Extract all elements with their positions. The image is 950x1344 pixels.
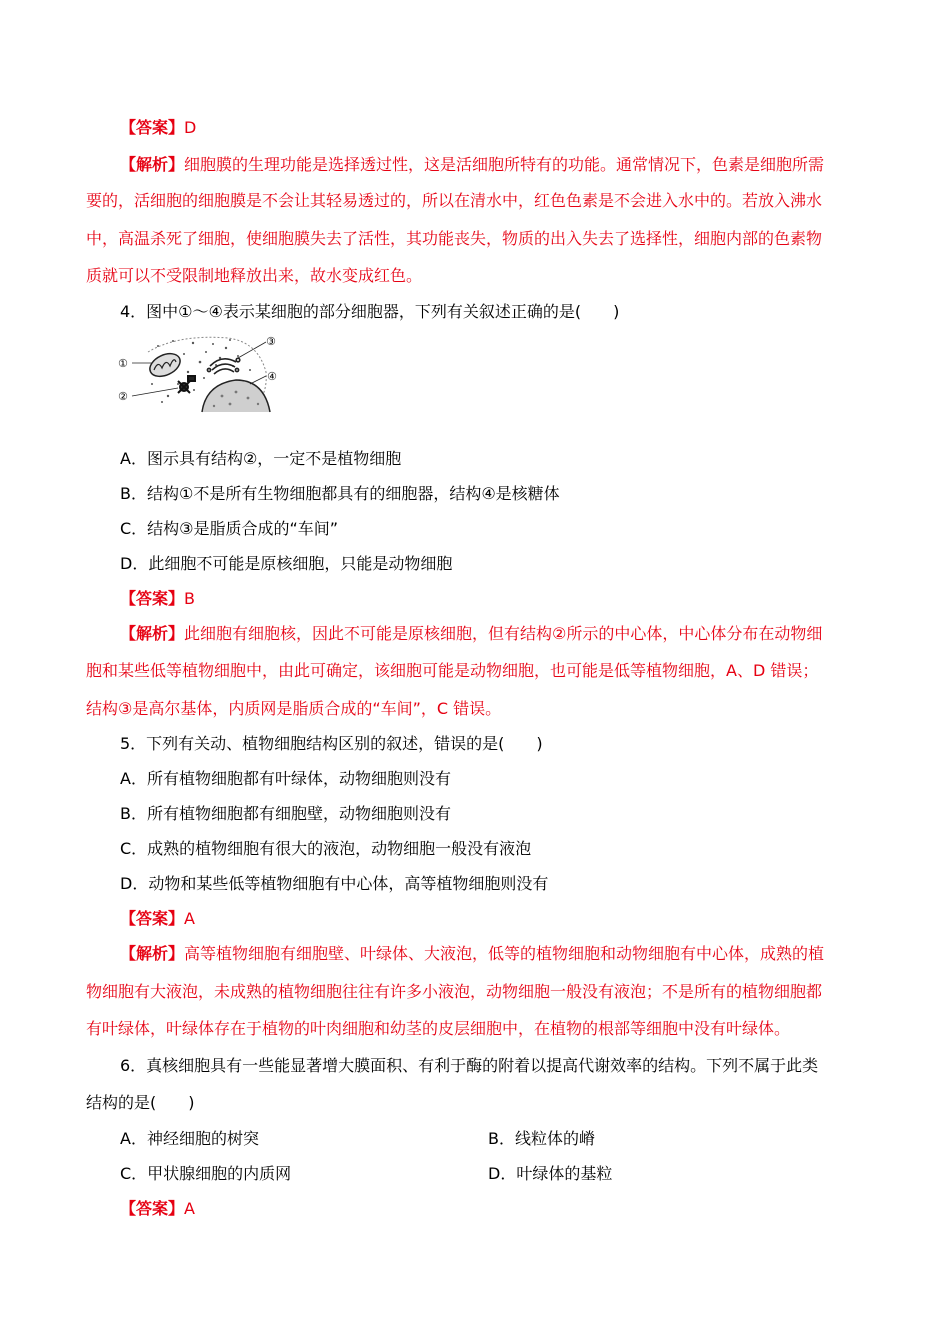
answer-label: 【答案】 bbox=[120, 118, 185, 137]
analysis-label: 【解析】 bbox=[120, 944, 185, 963]
q4-option-b: B．结构①不是所有生物细胞都具有的细胞器，结构④是核糖体 bbox=[120, 484, 560, 503]
analysis-label: 【解析】 bbox=[120, 624, 185, 643]
figure-label-3: ③ bbox=[266, 335, 276, 348]
q4-analysis-line: 【解析】此细胞有细胞核，因此不可能是原核细胞，但有结构②所示的中心体，中心体分布在动物细 bbox=[120, 624, 823, 643]
q3-analysis-line: 要的，活细胞的细胞膜是不会让其轻易透过的，所以在清水中，红色色素是不会进入水中的。若放入沸水 bbox=[86, 191, 823, 210]
q6-answer bbox=[120, 1198, 900, 1220]
q5-answer bbox=[120, 908, 900, 930]
q4-stem: 4．图中①～④表示某细胞的部分细胞器，下列有关叙述正确的是( ) bbox=[120, 302, 620, 321]
figure-label-2: ② bbox=[118, 390, 128, 403]
q5-option-c: C．成熟的植物细胞有很大的液泡，动物细胞一般没有液泡 bbox=[120, 839, 532, 858]
answer-value: B bbox=[184, 589, 195, 608]
q5-stem: 5．下列有关动、植物细胞结构区别的叙述，错误的是( ) bbox=[120, 734, 543, 753]
q5-analysis-line: 【解析】高等植物细胞有细胞壁、叶绿体、大液泡，低等的植物细胞和动物细胞有中心体，成熟的植 bbox=[120, 944, 825, 963]
q3-analysis-line: 质就可以不受限制地释放出来，故水变成红色。 bbox=[86, 266, 423, 285]
q3-analysis-line: 中，高温杀死了细胞，使细胞膜失去了活性，其功能丧失，物质的出入失去了选择性，细胞内部的色素物 bbox=[86, 229, 823, 248]
analysis-label: 【解析】 bbox=[120, 155, 185, 174]
q6-stem: 结构的是( ) bbox=[86, 1093, 195, 1112]
answer-label: 【答案】 bbox=[120, 589, 185, 608]
q4-option-d: D．此细胞不可能是原核细胞，只能是动物细胞 bbox=[120, 554, 453, 573]
q6-option-d: D．叶绿体的基粒 bbox=[488, 1164, 613, 1183]
q5-analysis-line: 物细胞有大液泡，未成熟的植物细胞往往有许多小液泡，动物细胞一般没有液泡；不是所有的植物细胞都 bbox=[86, 982, 823, 1001]
q6-option-c: C．甲状腺细胞的内质网 bbox=[120, 1164, 292, 1183]
q5-analysis-line: 有叶绿体，叶绿体存在于植物的叶肉细胞和幼茎的皮层细胞中，在植物的根部等细胞中没有叶绿体。 bbox=[86, 1019, 791, 1038]
q5-option-b: B．所有植物细胞都有细胞壁，动物细胞则没有 bbox=[120, 804, 451, 823]
answer-value: A bbox=[184, 1199, 195, 1218]
answer-value: A bbox=[184, 909, 195, 928]
q6-stem: 6．真核细胞具有一些能显著增大膜面积、有利于酶的附着以提高代谢效率的结构。下列不属于此类 bbox=[120, 1056, 819, 1075]
q4-analysis-line: 胞和某些低等植物细胞中，由此可确定，该细胞可能是动物细胞，也可能是低等植物细胞，A、D 错误； bbox=[86, 661, 819, 680]
q4-answer bbox=[120, 588, 900, 610]
answer-label: 【答案】 bbox=[120, 909, 185, 928]
q3-answer bbox=[120, 117, 900, 139]
q4-option-a: A．图示具有结构②，一定不是植物细胞 bbox=[120, 449, 402, 468]
q4-option-c: C．结构③是脂质合成的“车间” bbox=[120, 519, 339, 538]
cell-diagram-image bbox=[118, 332, 288, 414]
figure-label-4: ④ bbox=[267, 370, 277, 383]
q4-analysis-line: 结构③是高尔基体，内质网是脂质合成的“车间”，C 错误。 bbox=[86, 699, 502, 718]
q3-analysis-line: 【解析】细胞膜的生理功能是选择透过性，这是活细胞所特有的功能。通常情况下，色素是细胞所需 bbox=[120, 155, 825, 174]
q6-option-b: B．线粒体的嵴 bbox=[488, 1129, 595, 1148]
answer-value: D bbox=[184, 118, 197, 137]
q6-option-a: A．神经细胞的树突 bbox=[120, 1129, 259, 1148]
figure-label-1: ① bbox=[118, 357, 128, 370]
q5-option-a: A．所有植物细胞都有叶绿体，动物细胞则没有 bbox=[120, 769, 451, 788]
answer-label: 【答案】 bbox=[120, 1199, 185, 1218]
q5-option-d: D．动物和某些低等植物细胞有中心体，高等植物细胞则没有 bbox=[120, 874, 549, 893]
cell-organelle-figure bbox=[118, 332, 288, 414]
